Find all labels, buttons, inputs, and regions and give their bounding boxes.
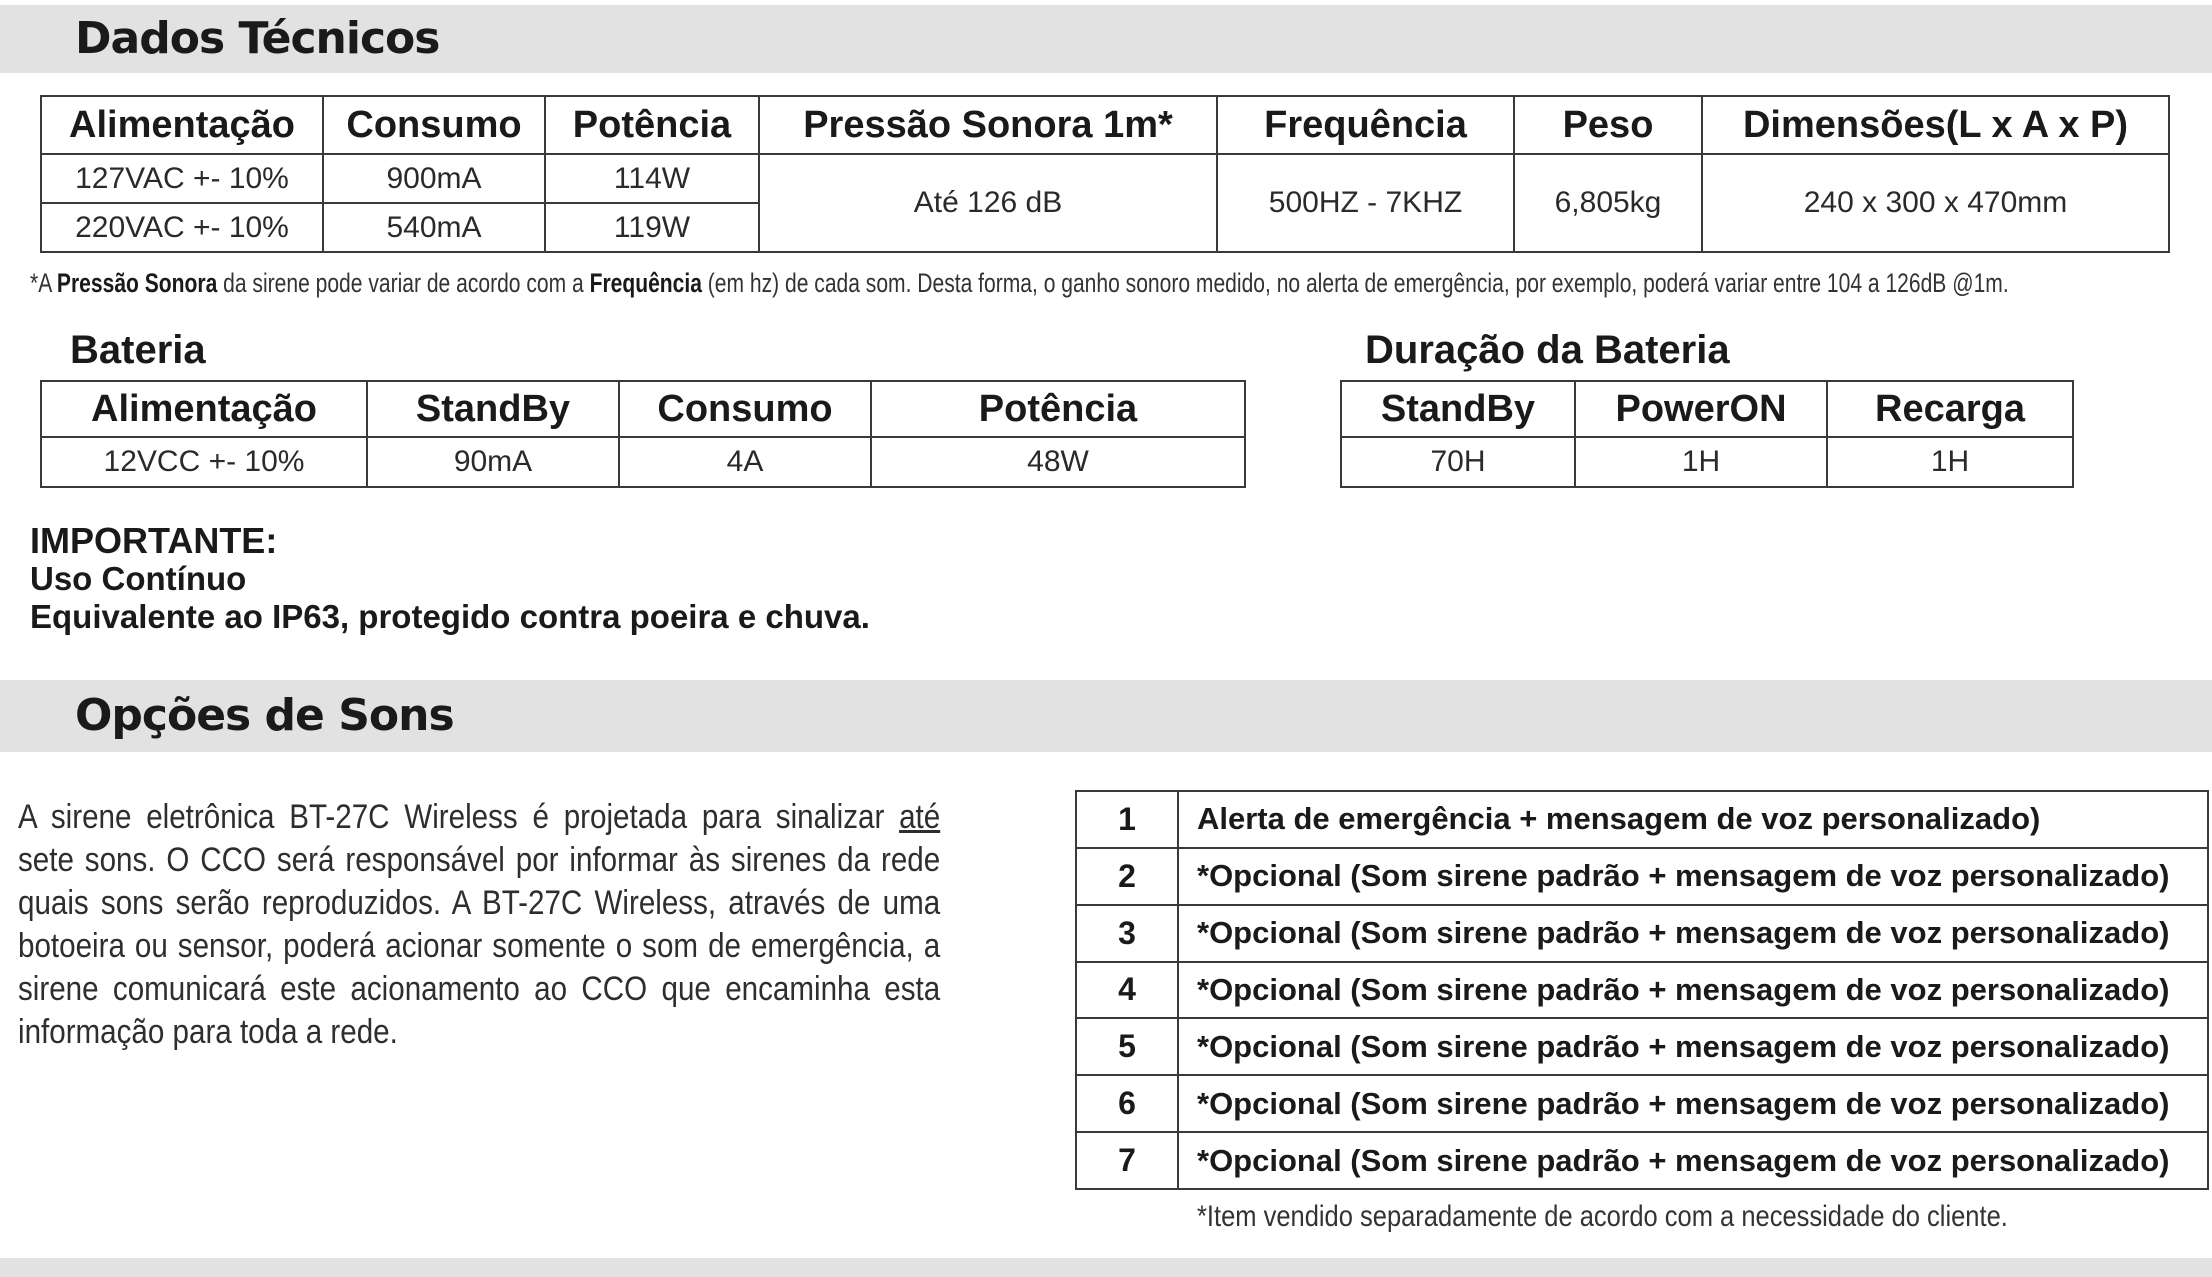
bateria-header-standby: StandBy <box>367 381 619 437</box>
sound-description: Alerta de emergência + mensagem de voz personalizado) <box>1178 791 2208 848</box>
sound-number: 4 <box>1076 962 1178 1019</box>
duracao-title: Duração da Bateria <box>1365 328 1730 372</box>
bateria-header-potencia: Potência <box>871 381 1245 437</box>
sound-number: 5 <box>1076 1018 1178 1075</box>
bateria-consumo: 4A <box>619 437 871 487</box>
section-header-band <box>0 5 2212 73</box>
next-section-band <box>0 1258 2212 1277</box>
header-dimensoes: Dimensões(L x A x P) <box>1702 96 2169 154</box>
table-row <box>1076 1075 2208 1132</box>
bateria-header-alimentacao: Alimentação <box>41 381 367 437</box>
cell-peso: 6,805kg <box>1514 154 1702 252</box>
bateria-header-consumo: Consumo <box>619 381 871 437</box>
bateria-standby: 90mA <box>367 437 619 487</box>
table-row <box>1076 1132 2208 1189</box>
table-row <box>1076 791 2208 848</box>
duracao-standby: 70H <box>1341 437 1575 487</box>
duracao-poweron: 1H <box>1575 437 1827 487</box>
importante-line-2: Equivalente ao IP63, protegido contra poeira e chuva. <box>30 598 870 635</box>
sound-number: 6 <box>1076 1075 1178 1132</box>
table-row <box>1076 905 2208 962</box>
bateria-alimentacao: 12VCC +- 10% <box>41 437 367 487</box>
bateria-table <box>40 380 1246 488</box>
header-frequencia: Frequência <box>1217 96 1514 154</box>
sound-number: 7 <box>1076 1132 1178 1189</box>
duracao-header-recarga: Recarga <box>1827 381 2073 437</box>
table-row <box>1076 962 2208 1019</box>
header-consumo: Consumo <box>323 96 545 154</box>
header-peso: Peso <box>1514 96 1702 154</box>
cell-consumo-2: 540mA <box>323 203 545 252</box>
header-pressao: Pressão Sonora 1m* <box>759 96 1217 154</box>
sound-description: *Opcional (Som sirene padrão + mensagem de voz personalizado) <box>1178 905 2208 962</box>
duracao-header-poweron: PowerON <box>1575 381 1827 437</box>
cell-alimentacao-1: 127VAC +- 10% <box>41 154 323 203</box>
sound-number: 1 <box>1076 791 1178 848</box>
duracao-table <box>1340 380 2074 488</box>
sound-number: 3 <box>1076 905 1178 962</box>
header-alimentacao: Alimentação <box>41 96 323 154</box>
section-title-dados-tecnicos: Dados Técnicos <box>75 13 440 64</box>
sounds-footnote: *Item vendido separadamente de acordo com a necessidade do cliente. <box>1197 1200 2008 1233</box>
section-header-band-2 <box>0 680 2212 752</box>
cell-potencia-1: 114W <box>545 154 759 203</box>
cell-frequencia: 500HZ - 7KHZ <box>1217 154 1514 252</box>
duracao-header-standby: StandBy <box>1341 381 1575 437</box>
sound-description: *Opcional (Som sirene padrão + mensagem de voz personalizado) <box>1178 848 2208 905</box>
bateria-title: Bateria <box>70 328 206 372</box>
header-potencia: Potência <box>545 96 759 154</box>
pressure-note: *A Pressão Sonora da sirene pode variar de acordo com a Frequência (em hz) de cada som. Desta forma, o ganho sonoro medido, no alerta de emergência, por exemplo, poderá variar entre 104 a 126dB @1m. <box>30 268 2009 298</box>
specs-table <box>40 95 2170 253</box>
cell-pressao: Até 126 dB <box>759 154 1217 252</box>
table-row <box>1076 1018 2208 1075</box>
sound-description: *Opcional (Som sirene padrão + mensagem de voz personalizado) <box>1178 962 2208 1019</box>
cell-potencia-2: 119W <box>545 203 759 252</box>
importante-label: IMPORTANTE: <box>30 520 278 561</box>
cell-alimentacao-2: 220VAC +- 10% <box>41 203 323 252</box>
sound-description: *Opcional (Som sirene padrão + mensagem de voz personalizado) <box>1178 1132 2208 1189</box>
sound-description: *Opcional (Som sirene padrão + mensagem de voz personalizado) <box>1178 1075 2208 1132</box>
cell-consumo-1: 900mA <box>323 154 545 203</box>
table-row <box>1076 848 2208 905</box>
sound-description: *Opcional (Som sirene padrão + mensagem de voz personalizado) <box>1178 1018 2208 1075</box>
sounds-table <box>1075 790 2209 1190</box>
importante-line-1: Uso Contínuo <box>30 560 247 597</box>
duracao-recarga: 1H <box>1827 437 2073 487</box>
description-paragraph: A sirene eletrônica BT-27C Wireless é projetada para sinalizar até sete sons. O CCO será responsável por informar às sirenes da rede quais sons serão reproduzidos. A BT-27C Wireless, através de uma botoeira ou sensor, poderá acionar somente o som de emergência, a sirene comunicará este acionamento ao CCO que encaminha esta informação para toda a rede. <box>18 798 941 1051</box>
sound-number: 2 <box>1076 848 1178 905</box>
section-title-opcoes-de-sons: Opções de Sons <box>75 690 454 741</box>
bateria-potencia: 48W <box>871 437 1245 487</box>
cell-dimensoes: 240 x 300 x 470mm <box>1702 154 2169 252</box>
